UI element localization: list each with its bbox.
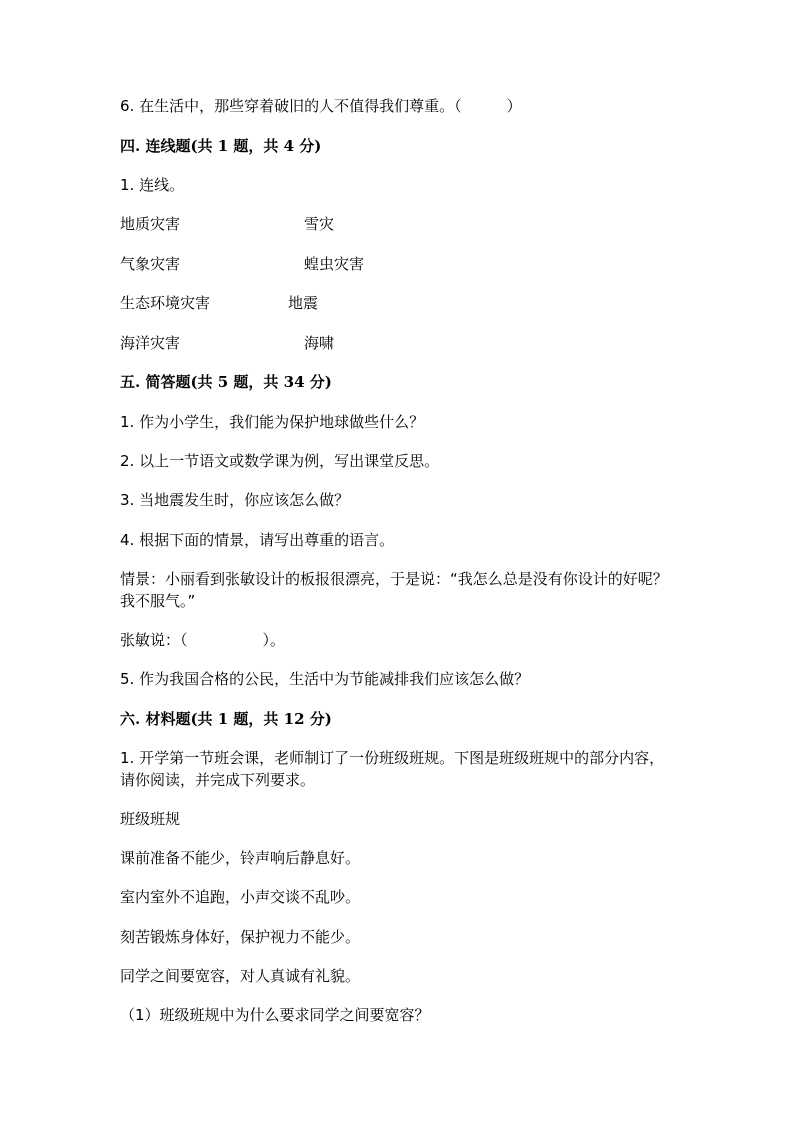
rule-1: 课前准备不能少，铃声响后静息好。: [120, 849, 361, 867]
section-6-sub-question-1: （1）班级班规中为什么要求同学之间要宽容？: [120, 1006, 430, 1024]
match-right-4: 海啸: [304, 334, 335, 352]
match-left-3: 生态环境灾害: [120, 294, 211, 312]
section-5-title: 五. 简答题(共 5 题，共 34 分): [120, 373, 332, 391]
section-6-question-1: 1. 开学第一节班会课，老师制订了一份班级班规。下图是班级班规中的部分内容，请你阅读，并完成下列要求。: [120, 749, 665, 789]
match-left-4: 海洋灾害: [120, 334, 181, 352]
rules-title: 班级班规: [120, 810, 181, 828]
section-5-scene: 情景：小丽看到张敏设计的板报很漂亮，于是说：“我怎么总是没有你设计的好呢？我不服气。”: [120, 570, 668, 610]
rule-2: 室内室外不追跑，小声交谈不乱吵。: [120, 888, 361, 906]
question-6: 6. 在生活中，那些穿着破旧的人不值得我们尊重。（ ）: [120, 97, 522, 115]
rule-4: 同学之间要宽容，对人真诚有礼貌。: [120, 967, 361, 985]
section-6-title: 六. 材料题(共 1 题，共 12 分): [120, 710, 332, 728]
section-4-title: 四. 连线题(共 1 题，共 4 分): [120, 137, 322, 155]
match-left-2: 气象灾害: [120, 255, 181, 273]
match-right-1: 雪灾: [304, 215, 335, 233]
section-5-reply: 张敏说：（ ）。: [120, 631, 286, 649]
rule-3: 刻苦锻炼身体好，保护视力不能少。: [120, 928, 361, 946]
match-right-2: 蝗虫灾害: [304, 255, 365, 273]
match-right-3: 地震: [288, 294, 319, 312]
section-5-question-2: 2. 以上一节语文或数学课为例，写出课堂反思。: [120, 452, 440, 470]
section-5-question-3: 3. 当地震发生时，你应该怎么做？: [120, 491, 350, 509]
section-4-question-1: 1. 连线。: [120, 176, 185, 194]
section-5-question-1: 1. 作为小学生，我们能为保护地球做些什么？: [120, 413, 425, 431]
section-5-question-4: 4. 根据下面的情景，请写出尊重的语言。: [120, 531, 395, 549]
match-left-1: 地质灾害: [120, 215, 181, 233]
section-5-question-5: 5. 作为我国合格的公民，生活中为节能减排我们应该怎么做？: [120, 670, 530, 688]
